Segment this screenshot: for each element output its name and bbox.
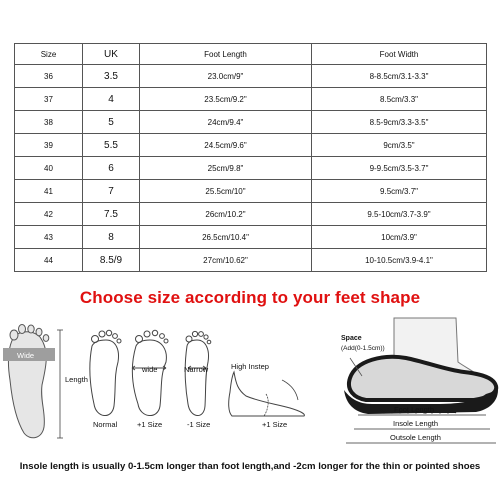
table-row [15,134,487,157]
uk-cell: 5 [83,111,140,134]
insole-note: Insole length is usually 0-1.5cm longer than foot length,and -2cm longer for the thin or pointed shoes [19,461,481,472]
guide-heading: Choose size according to your feet shape [79,288,421,307]
header-size: Size [15,44,83,65]
foot-length-cell: 25.5cm/10" [140,180,312,203]
foot-width-cell: 8.5cm/3.3" [312,88,487,111]
feet-illustration [84,326,224,426]
uk-cell: 4 [83,88,140,111]
uk-cell: 8 [83,226,140,249]
high-instep-label: High Instep [231,362,269,371]
space-label: Space [341,335,362,342]
table-header-row [15,44,487,65]
uk-cell: 8.5/9 [83,249,140,272]
foot-width-cell: 9.5-10cm/3.7-3.9" [312,203,487,226]
foot-length-cell: 27cm/10.62" [140,249,312,272]
toe-3 [28,325,34,333]
space-value: (Add(0-1.5cm)) [341,345,385,352]
header-foot-length: Foot Length [140,44,312,65]
size-cell: 41 [15,180,83,203]
size-cell: 40 [15,157,83,180]
high-instep-illustration [224,372,319,417]
table-row [15,180,487,203]
foot-length-cell: 24cm/9.4" [140,111,312,134]
plus-one-size-label: +1 Size [137,420,163,429]
length-label: Length [65,375,88,384]
uk-cell: 7.5 [83,203,140,226]
foot-length-cell: 25cm/9.8" [140,157,312,180]
foot-width-cell: 9-9.5cm/3.5-3.7" [312,157,487,180]
instep-size-label: +1 Size [262,420,288,429]
normal-foot [90,330,121,415]
sole-shape [8,332,46,438]
foot-width-cell: 8-8.5cm/3.1-3.3" [312,65,487,88]
foot-width-cell: 10-10.5cm/3.9-4.1" [312,249,487,272]
size-chart-table [14,43,487,272]
foot-width-cell: 10cm/3.9" [312,226,487,249]
size-cell: 36 [15,65,83,88]
minus-one-size-label: -1 Size [187,420,211,429]
normal-label: Normal [93,420,118,429]
foot-length-cell: 26cm/10.2" [140,203,312,226]
header-foot-width: Foot Width [312,44,487,65]
uk-cell: 5.5 [83,134,140,157]
toe-5 [43,335,49,342]
foot-length-cell: 23.5cm/9.2" [140,88,312,111]
wide-label: Wide [17,351,35,360]
size-cell: 39 [15,134,83,157]
table-row [15,88,487,111]
shoe-body [349,357,496,400]
footprint-illustration [0,325,75,445]
size-cell: 37 [15,88,83,111]
table-row [15,249,487,272]
insole-length-label: Insole Length [393,419,439,428]
uk-cell: 3.5 [83,65,140,88]
size-cell: 42 [15,203,83,226]
uk-cell: 7 [83,180,140,203]
table-row [15,203,487,226]
foot-width-cell: 8.5-9cm/3.3-3.5" [312,111,487,134]
foot-length-cell: 24.5cm/9.6" [140,134,312,157]
header-uk: UK [83,44,140,65]
toe-4 [36,328,42,336]
size-cell: 38 [15,111,83,134]
narrow-foot-label: Narrow [184,365,209,374]
table-row [15,111,487,134]
table-row [15,226,487,249]
foot-length-cell: 26.5cm/10.4" [140,226,312,249]
foot-length-label: Foot Length [394,405,435,414]
size-cell: 43 [15,226,83,249]
foot-width-cell: 9cm/3.5" [312,134,487,157]
uk-cell: 6 [83,157,140,180]
toe-1 [10,330,18,340]
foot-length-cell: 23.0cm/9" [140,65,312,88]
table-row [15,157,487,180]
size-cell: 44 [15,249,83,272]
toe-2 [19,325,26,334]
foot-width-cell: 9.5cm/3.7" [312,180,487,203]
outsole-length-label: Outsole Length [390,433,441,442]
wide-foot-label: wide [142,365,158,374]
table-row [15,65,487,88]
